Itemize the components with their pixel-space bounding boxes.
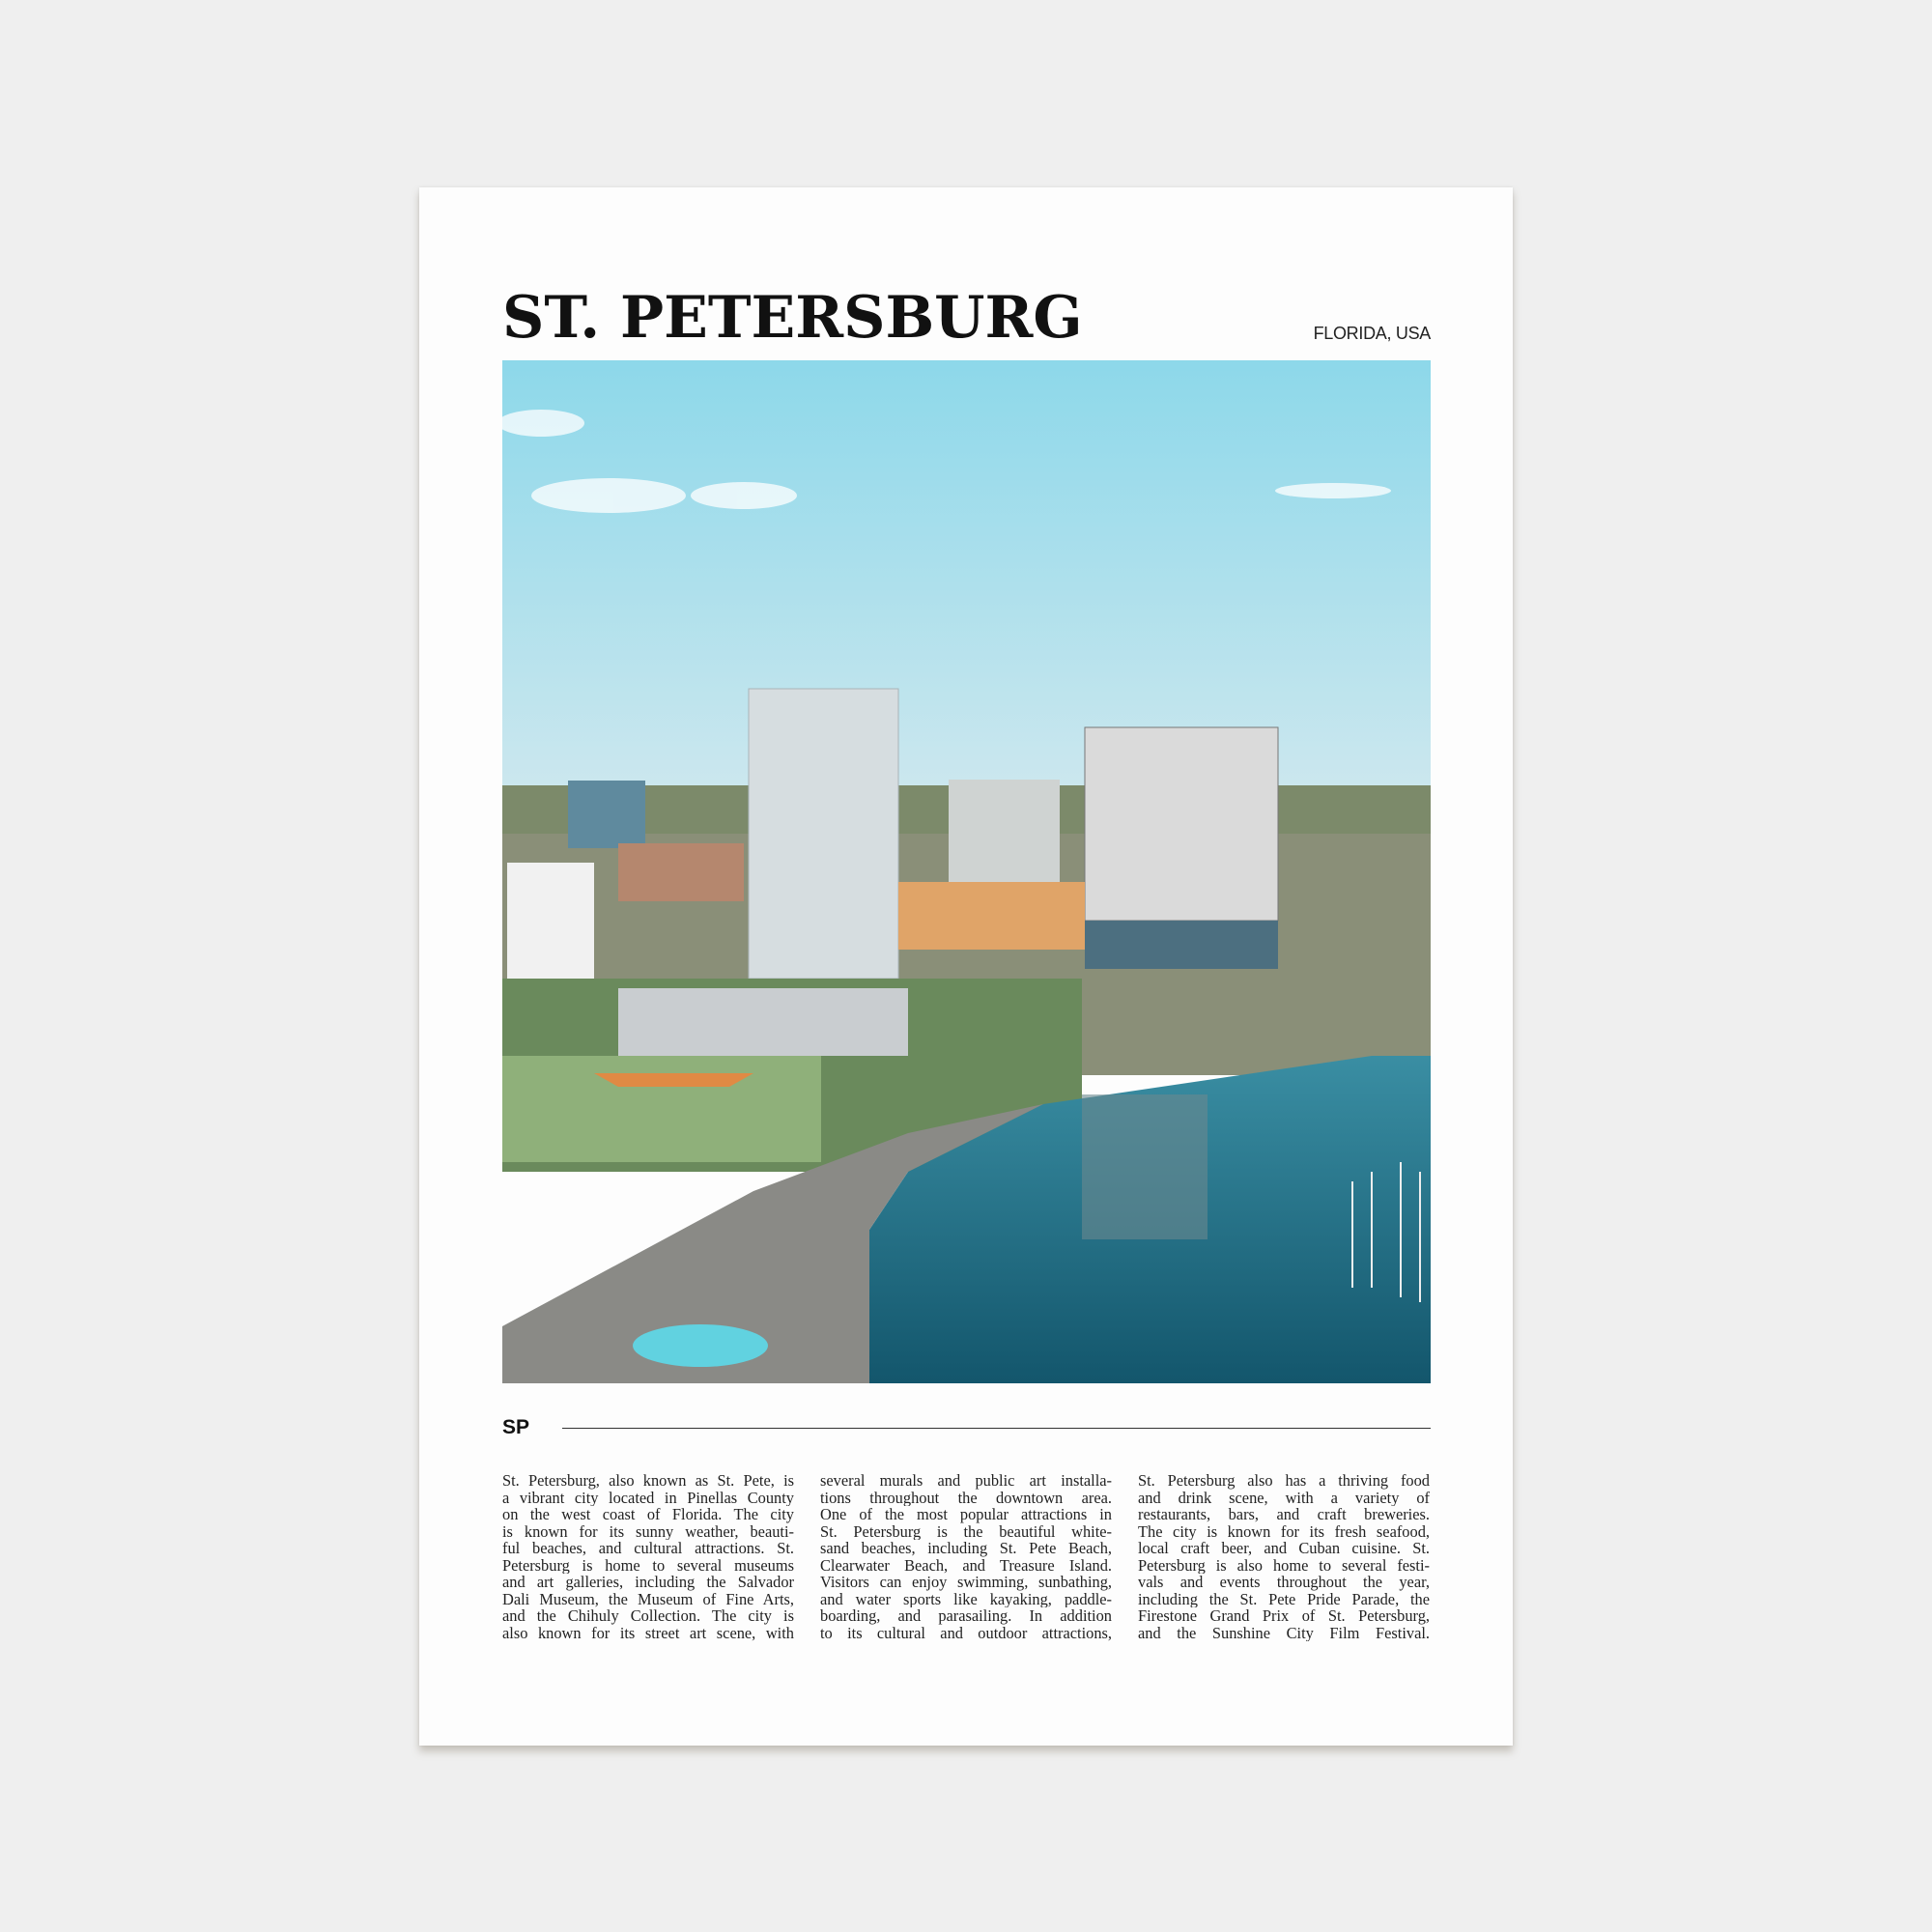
- text-column-3: [1138, 1472, 1430, 1641]
- building: [568, 781, 645, 848]
- text-line: One of the most popular attractions in: [820, 1506, 1112, 1523]
- skyline-illustration: [502, 360, 1431, 1383]
- text-line: St. Petersburg, also known as St. Pete, is: [502, 1472, 794, 1490]
- text-line: and drink scene, with a variety of: [1138, 1489, 1430, 1506]
- tower-base: [1085, 921, 1278, 969]
- text-line: restaurants, bars, and craft breweries.: [1138, 1506, 1430, 1523]
- text-line: St. Petersburg also has a thriving food: [1138, 1472, 1430, 1490]
- text-line: several murals and public art installa-: [820, 1472, 1112, 1490]
- building-orange: [898, 882, 1085, 950]
- text-line: including the St. Pete Pride Parade, the: [1138, 1590, 1430, 1607]
- text-line: Dali Museum, the Museum of Fine Arts,: [502, 1590, 794, 1607]
- text-line: and the Chihuly Collection. The city is: [502, 1607, 794, 1625]
- text-line: sand beaches, including St. Pete Beach,: [820, 1540, 1112, 1557]
- text-line: Petersburg is home to several museums: [502, 1556, 794, 1574]
- text-line: on the west coast of Florida. The city: [502, 1506, 794, 1523]
- text-line: St. Petersburg is the beautiful white-: [820, 1522, 1112, 1540]
- text-line: local craft beer, and Cuban cuisine. St.: [1138, 1540, 1430, 1557]
- text-line: The city is known for its fresh seafood,: [1138, 1522, 1430, 1540]
- text-line: Petersburg is also home to several festi-: [1138, 1556, 1430, 1574]
- infield: [594, 1073, 753, 1087]
- text-line: a vibrant city located in Pinellas County: [502, 1489, 794, 1506]
- poster: [419, 187, 1513, 1746]
- ballfield: [502, 1056, 821, 1162]
- text-line: ful beaches, and cultural attractions. St.: [502, 1540, 794, 1557]
- text-line: vals and events throughout the year,: [1138, 1574, 1430, 1591]
- text-line: Clearwater Beach, and Treasure Island.: [820, 1556, 1112, 1574]
- location-label: FLORIDA, USA: [1313, 324, 1431, 343]
- text-line: and art galleries, including the Salvador: [502, 1574, 794, 1591]
- text-line: is known for its sunny weather, beauti-: [502, 1522, 794, 1540]
- text-line: and water sports like kayaking, paddle-: [820, 1590, 1112, 1607]
- text-line: Visitors can enjoy swimming, sunbathing,: [820, 1574, 1112, 1591]
- text-line: Firestone Grand Prix of St. Petersburg,: [1138, 1607, 1430, 1625]
- fountain-pool: [633, 1324, 768, 1367]
- building: [949, 780, 1060, 886]
- text-column-2: [820, 1472, 1112, 1641]
- tower-right: [1085, 727, 1278, 921]
- text-line: also known for its street art scene, with: [502, 1624, 794, 1641]
- divider-line: [562, 1428, 1431, 1429]
- building-white: [507, 863, 594, 998]
- sky: [502, 360, 1431, 785]
- reflection: [1082, 1094, 1208, 1239]
- poster-title: ST. PETERSBURG: [502, 284, 1083, 352]
- text-line: boarding, and parasailing. In addition: [820, 1607, 1112, 1625]
- city-abbreviation: SP: [502, 1416, 530, 1438]
- text-line: and the Sunshine City Film Festival.: [1138, 1624, 1430, 1641]
- text-line: tions throughout the downtown area.: [820, 1489, 1112, 1506]
- text-line: to its cultural and outdoor attractions,: [820, 1624, 1112, 1641]
- stadium: [618, 988, 908, 1056]
- city-photo: [502, 360, 1431, 1383]
- text-column-1: [502, 1472, 794, 1641]
- building: [618, 843, 744, 901]
- tower-left: [749, 689, 898, 979]
